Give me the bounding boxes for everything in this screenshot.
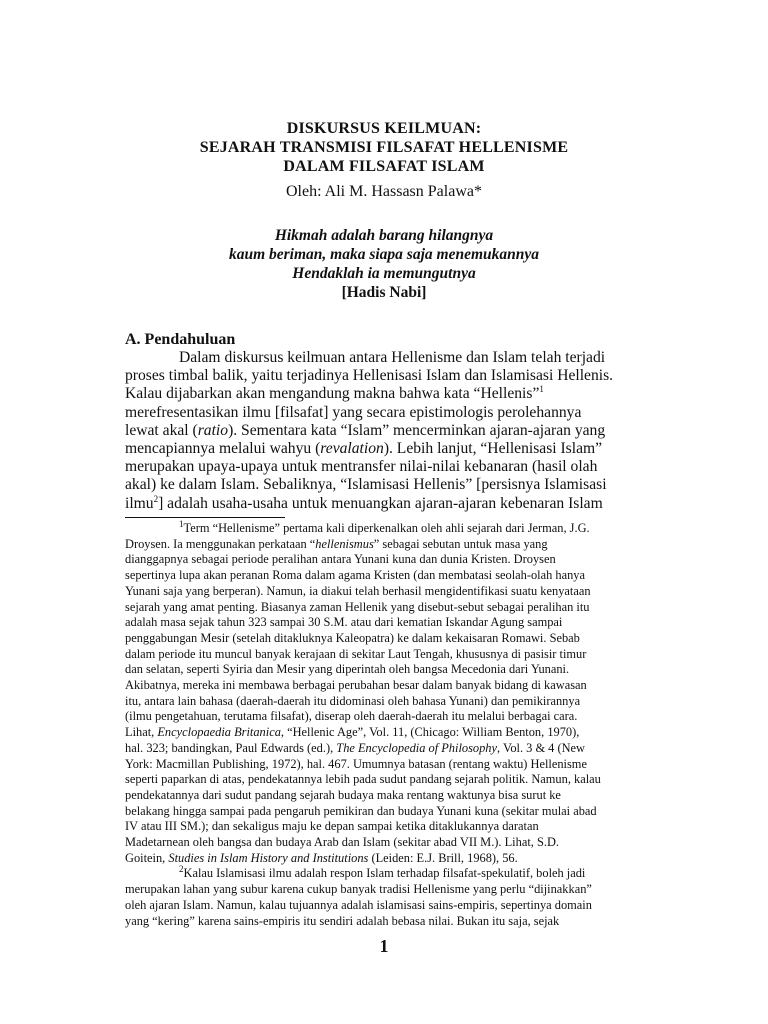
footnote-text: Lihat, xyxy=(125,725,158,740)
body-line: merefresentasikan ilmu [filsafat] yang secara epistimologis perolehannya xyxy=(125,403,582,421)
body-text: ilmu xyxy=(125,494,154,512)
footnote-divider xyxy=(125,517,285,518)
footnote-line xyxy=(125,725,645,741)
body-line xyxy=(125,422,645,440)
footnote-line: dianggapnya sebagai periode peralihan antara Yunani kuna dan dunia Kristen. Droysen xyxy=(125,552,556,567)
footnote-line: merupakan lahan yang subur karena cukup banyak tradisi Hellenisme yang perlu “dijinakkan” xyxy=(125,882,592,897)
footnote-line: yang “kering” karena sains-empiris itu sendiri adalah bebasa nilai. Bukan itu saja, sejak xyxy=(125,913,560,928)
title-line-1: DISKURSUS KEILMUAN: xyxy=(286,120,482,137)
footnote-line: IV atau III SM.); dan sekaligus maju ke depan sampai ketika ditaklukannya daratan xyxy=(125,819,539,834)
footnote-line: adalah masa sejak tahun 323 sampai 30 S.M. atau dari kematian Iskandar Agung sampai xyxy=(125,615,563,630)
body-line: proses timbal balik, yaitu terjadinya Hellenisasi Islam dan Islamisasi Hellenis. xyxy=(125,367,614,385)
footnote-text: ” sebagai sebutan untuk masa yang xyxy=(373,536,548,551)
footnote-text: Goitein, xyxy=(125,850,169,865)
footnote-line xyxy=(125,518,645,537)
epigraph xyxy=(0,226,768,302)
footnote-line: pendekatannya dari sudut pandang sejarah budaya maka rentang waktunya bisa surut ke xyxy=(125,787,561,802)
footnote-line: (ilmu pengetahuan, terutama filsafat), diserap oleh daerah-daerah itu melalui berbagai cara. xyxy=(125,709,578,724)
title-block xyxy=(0,119,768,202)
footnote-italic: hellenismus xyxy=(315,536,374,551)
epigraph-source: [Hadis Nabi] xyxy=(341,284,427,301)
title-line-2: SEJARAH TRANSMISI FILSAFAT HELLENISME xyxy=(199,139,569,156)
body-line xyxy=(125,385,645,403)
footnote-text: , Vol. 3 & 4 (New xyxy=(497,740,585,755)
footnote-line xyxy=(125,741,645,757)
footnote-italic: The Encyclopedia of Philosophy xyxy=(336,740,497,755)
footnote-text: , “Hellenic Age”, Vol. 11, (Chicago: William Benton, 1970), xyxy=(280,725,580,740)
footnote-line: dalam periode itu muncul banyak kerajaan di sekitar Laut Tengah, khususnya di pasisir timur xyxy=(125,646,587,661)
footnote-line xyxy=(125,537,645,553)
footnote-text: Droysen. Ia menggunakan perkataan “ xyxy=(125,536,316,551)
body-text: lewat akal ( xyxy=(125,421,198,439)
footnote-italic: Encyclopaedia Britanica xyxy=(157,725,281,740)
body-line: akal) ke dalam Islam. Sebaliknya, “Islamisasi Hellenis” [persisnya Islamisasi xyxy=(125,476,607,494)
footnote-line: itu, antara lain bahasa (daerah-daerah itu didominasi oleh bahasa Yunani) dan pemikirannya xyxy=(125,693,581,708)
body-line: merupakan upaya-upaya untuk mentransfer nilai-nilai kebanaran (hasil olah xyxy=(125,458,598,476)
section-introduction xyxy=(125,330,645,513)
footnote-line: belakang hingga sampai pada pengaruh pemikiran dan budaya Yunani kuna (sekitar mulai abad xyxy=(125,803,597,818)
body-text: Kalau dijabarkan akan mengandung makna bahwa kata “Hellenis” xyxy=(125,385,540,403)
title-line-3: DALAM FILSAFAT ISLAM xyxy=(283,158,485,175)
footnote-line: penggabungan Mesir (setelah ditakluknya Kaleopatra) ke dalam kekaisaran Romawi. Sebab xyxy=(125,630,580,645)
footnote-marker: 2 xyxy=(179,864,184,875)
footnote-line: sepertinya lupa akan peranan Roma dalam agama Kristen (dan membatasi seolah-olah hanya xyxy=(125,568,585,583)
epigraph-line-1: Hikmah adalah barang hilangnya xyxy=(274,227,494,244)
footnote-line: oleh ajaran Islam. Namun, kalau tujuannya adalah islamisasi sains-empiris, sepertinya domain xyxy=(125,897,592,912)
footnotes xyxy=(125,518,645,929)
footnote-text: Term “Hellenisme” pertama kali diperkenalkan oleh ahli sejarah dari Jerman, J.G. xyxy=(183,521,590,535)
body-italic: revalation xyxy=(320,440,384,458)
footnote-line: Akibatnya, mereka ini membawa berbagai perubahan besar dalam banyak bidang di kawasan xyxy=(125,678,587,693)
body-line xyxy=(125,440,645,458)
body-text: ). Lebih lanjut, “Hellenisasi Islam” xyxy=(383,440,603,458)
body-text: mencapiannya melalui wahyu ( xyxy=(125,440,321,458)
body-text: ). Sementara kata “Islam” mencerminkan ajaran-ajaran yang xyxy=(228,421,606,439)
section-heading: A. Pendahuluan xyxy=(125,331,236,348)
footnote-line: sejarah yang amat penting. Biasanya zaman Hellenik yang disebut-sebut sebagai peralihan itu xyxy=(125,599,590,614)
footnote-ref[interactable]: 1 xyxy=(539,384,544,395)
body-line: Dalam diskursus keilmuan antara Hellenisme dan Islam telah terjadi xyxy=(179,349,606,366)
footnote-text: Kalau Islamisasi ilmu adalah respon Islam terhadap filsafat-spekulatif, boleh jadi xyxy=(183,866,586,881)
body-paragraph xyxy=(125,349,645,513)
body-line xyxy=(125,495,645,513)
footnote-line: Yunani saja yang berperan). Namun, ia diakui telah berhasil mengidentifikasi suatu kenyataan xyxy=(125,583,591,598)
author-line: Oleh: Ali M. Hassasn Palawa* xyxy=(286,183,482,200)
epigraph-line-2: kaum beriman, maka siapa saja menemukannya xyxy=(228,246,540,263)
footnote-line: seperti paparkan di atas, pendekatannya lebih pada sudut pandang sejarah politik. Namun, kalau xyxy=(125,772,601,787)
body-italic: ratio xyxy=(197,421,229,439)
footnote-line xyxy=(125,851,645,867)
footnote-text: hal. 323; bandingkan, Paul Edwards (ed.), xyxy=(125,740,337,755)
footnote-line: dan selatan, seperti Syiria dan Mesir yang diperintah oleh bangsa Mecedonia dari Yunani. xyxy=(125,662,570,677)
page-number: 1 xyxy=(379,936,389,956)
footnote-text: (Leiden: E.J. Brill, 1968), 56. xyxy=(368,850,518,865)
footnote-ref[interactable]: 2 xyxy=(153,493,159,504)
footnote-line xyxy=(125,866,645,882)
footnote-line: Madetarnean oleh bangsa dan budaya Arab dan Islam (sekitar abad VII M.). Lihat, S.D. xyxy=(125,835,559,850)
body-text: ] adalah usaha-usaha untuk menuangkan ajaran-ajaran kebenaran Islam xyxy=(158,494,603,512)
footnote-italic: Studies in Islam History and Institutions xyxy=(168,850,369,865)
footnote-line: York: Macmillan Publishing, 1972), hal. 467. Umumnya batasan (rentang waktu) Hellenisme xyxy=(125,756,587,771)
epigraph-line-3: Hendaklah ia memungutnya xyxy=(292,265,476,282)
footnote-marker: 1 xyxy=(179,518,184,529)
